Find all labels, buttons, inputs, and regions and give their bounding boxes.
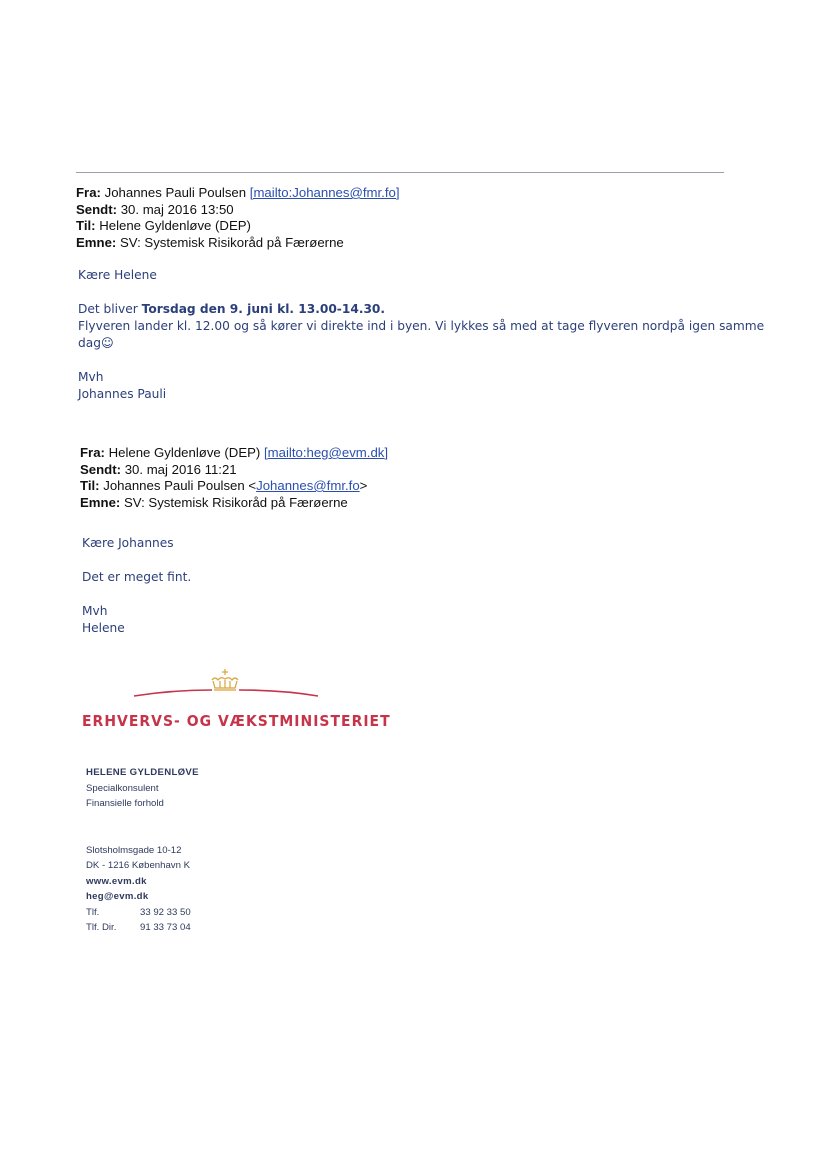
direct-phone-label: Tlf. Dir. <box>86 922 117 933</box>
from-value: Helene Gyldenløve (DEP) <box>108 445 261 460</box>
email1-closing: Mvh <box>78 370 104 384</box>
subject-label: Emne: <box>76 234 117 250</box>
from-mailto-link[interactable]: [mailto:Johannes@fmr.fo] <box>249 185 400 200</box>
contact-direct-phone-row <box>86 920 199 936</box>
from-label: Fra: <box>76 185 101 200</box>
contact-email[interactable] <box>86 889 199 905</box>
from-value: Johannes Pauli Poulsen <box>104 185 247 200</box>
email1-body <box>78 267 765 403</box>
sent-label: Sendt: <box>76 201 118 217</box>
ministry-name: ERHVERVS- OG VÆKSTMINISTERIET <box>82 712 391 730</box>
email2-sent-row <box>80 462 388 479</box>
email2-line1: Det er meget fint. <box>82 570 192 584</box>
contact-name-text: HELENE GYLDENLØVE <box>86 767 199 778</box>
email2-subject-row <box>80 495 388 512</box>
email1-sent-row <box>76 202 400 219</box>
contact-website-text: www.evm.dk <box>86 875 147 887</box>
email1-header <box>76 185 400 251</box>
sent-label: Sendt: <box>80 461 122 477</box>
to-label: Til: <box>80 478 100 493</box>
to-value: Helene Gyldenløve (DEP) <box>99 218 251 233</box>
email1-greeting: Kære Helene <box>78 268 157 282</box>
email1-line2: Flyveren lander kl. 12.00 og så kører vi direkte ind i byen. Vi lykkes så med at tage flyveren nordpå igen samme <box>78 319 765 333</box>
email2-body <box>82 535 682 637</box>
contact-email-text: heg@evm.dk <box>86 891 149 902</box>
from-label: Fra: <box>80 445 105 460</box>
contact-name <box>86 765 199 781</box>
phone-value: 33 92 33 50 <box>140 906 191 918</box>
email1-subject-row <box>76 235 400 252</box>
header-separator-line <box>76 172 724 173</box>
to-value: Johannes Pauli Poulsen < <box>103 478 257 493</box>
email1-signature: Johannes Pauli <box>78 387 167 401</box>
email1-to-row <box>76 218 400 235</box>
email2-header <box>80 445 388 511</box>
contact-street: Slotsholmsgade 10-12 <box>86 844 182 856</box>
subject-label: Emne: <box>80 494 121 510</box>
to-value-end: > <box>359 478 368 493</box>
phone-label: Tlf. <box>86 906 100 918</box>
subject-value: SV: Systemisk Risikoråd på Færøerne <box>119 234 344 250</box>
email2-greeting: Kære Johannes <box>82 536 174 550</box>
email1-line1-prefix: Det bliver <box>78 302 138 316</box>
contact-city: DK - 1216 København K <box>86 860 190 871</box>
direct-phone-value: 91 33 73 04 <box>140 922 191 933</box>
subject-value: SV: Systemisk Risikoråd på Færøerne <box>123 494 348 510</box>
to-label: Til: <box>76 218 96 233</box>
contact-website[interactable] <box>86 874 199 890</box>
sent-value: 30. maj 2016 13:50 <box>120 201 234 217</box>
contact-signature <box>86 765 199 936</box>
contact-phone-row <box>86 905 199 921</box>
email2-closing: Mvh <box>82 604 108 618</box>
contact-department: Finansielle forhold <box>86 798 164 809</box>
sent-value: 30. maj 2016 11:21 <box>124 461 237 477</box>
email2-signature: Helene <box>82 621 125 635</box>
email2-to-row <box>80 478 388 495</box>
to-email-link[interactable]: Johannes@fmr.fo <box>256 478 360 493</box>
email1-line1 <box>78 301 738 318</box>
contact-title: Specialkonsulent <box>86 782 159 794</box>
ministry-logo <box>82 668 391 738</box>
from-mailto-link[interactable]: [mailto:heg@evm.dk] <box>263 445 389 460</box>
email2-from-row <box>80 445 388 462</box>
email1-line3: dag☺ <box>78 336 114 350</box>
email1-from-row <box>76 185 400 202</box>
email1-line1-bold: Torsdag den 9. juni kl. 13.00-14.30. <box>141 302 386 316</box>
